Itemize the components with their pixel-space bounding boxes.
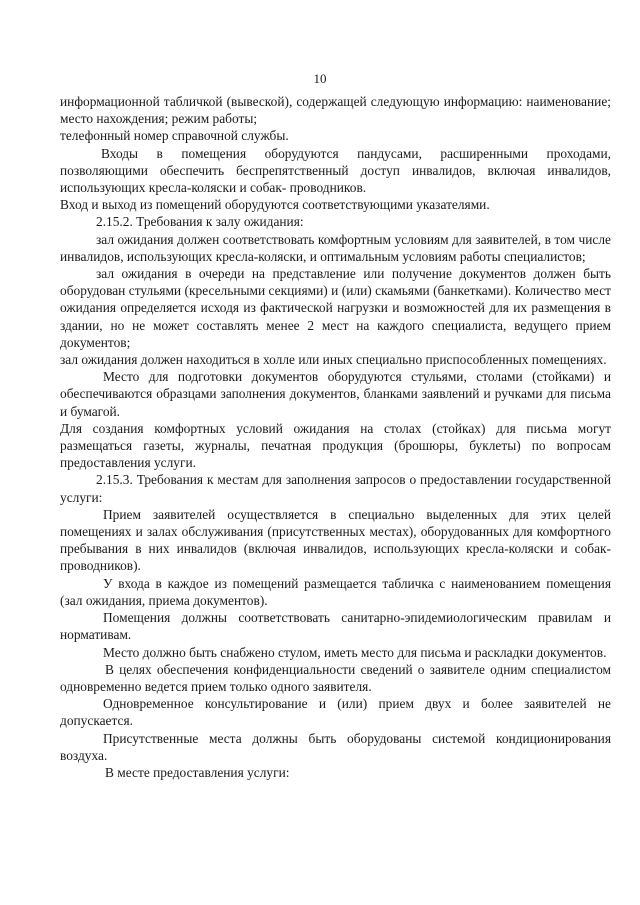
paragraph-reception: Прием заявителей осуществляется в специально выделенных для этих целей помещениях и залах обслуживания (присутственных местах), оборудованных для комфортного пребывания в них инвалидов (включая инвалидов, использующих кресла-коляски и собак-проводников). bbox=[60, 506, 611, 574]
paragraph-simultaneous: Одновременное консультирование и (или) прием двух и более заявителей не допускается. bbox=[60, 696, 611, 729]
document-body bbox=[60, 93, 611, 781]
paragraph-printed-materials: Для создания комфортных условий ожидания на столах (стойках) для письма могут размещаться газеты, журналы, печатная продукция (брошюры, буклеты) по вопросам предоставления услуги. bbox=[60, 420, 611, 471]
paragraph-preparation-place: Место для подготовки документов оборудуются стульями, столами (стойками) и обеспечиваются образцами заполнения документов, бланками заявлений и ручками для письма и бумагой. bbox=[60, 369, 611, 419]
section-heading-2-15-3: 2.15.3. Требования к местам для заполнения запросов о предоставлении государственной услуги: bbox=[60, 472, 611, 505]
page-number: 10 bbox=[313, 71, 327, 86]
paragraph-entry-exit: Вход и выход из помещений оборудуются соответствующими указателями. bbox=[60, 197, 490, 213]
paragraph-waiting-hall-comfort: зал ожидания должен соответствовать комфортным условиям для заявителей, в том числе инвалидов, использующих кресла-коляски, и оптимальным условиям работы специалистов; bbox=[60, 231, 611, 264]
paragraph-workplace: Место должно быть снабжено стулом, иметь место для письма и раскладки документов. bbox=[103, 644, 607, 660]
paragraph-waiting-location: зал ожидания должен находиться в холле или иных специально приспособленных помещениях. bbox=[60, 352, 607, 368]
paragraph-waiting-seats: зал ожидания в очереди на представление или получение документов должен быть оборудован стульями (кресельными секциями) и (или) скамьями (банкетками). Количество мест ожидания определяется исходя из фактической нагрузки и возможностей для их размещения в здании, но не может составлять менее 2 мест на каждого специалиста, ведущего прием документов; bbox=[60, 266, 611, 350]
section-heading-2-15-2: 2.15.2. Требования к залу ожидания: bbox=[96, 214, 304, 230]
paragraph-service-place: В месте предоставления услуги: bbox=[105, 764, 290, 780]
paragraph-sign-info: информационной табличкой (вывеской), содержащей следующую информацию: наименование; место нахождения; режим работы; bbox=[60, 94, 611, 127]
paragraph-confidentiality: В целях обеспечения конфиденциальности сведений о заявителе одним специалистом одновременно ведется прием только одного заявителя. bbox=[60, 661, 611, 694]
paragraph-entrance-sign: У входа в каждое из помещений размещается табличка с наименованием помещения (зал ожидания, приема документов). bbox=[60, 575, 611, 608]
paragraph-phone: телефонный номер справочной службы. bbox=[60, 128, 289, 144]
paragraph-sanitary: Помещения должны соответствовать санитарно-эпидемиологическим правилам и нормативам. bbox=[60, 610, 611, 643]
paragraph-air-conditioning: Присутственные места должны быть оборудованы системой кондиционирования воздуха. bbox=[60, 730, 611, 763]
paragraph-entrances: Входы в помещения оборудуются пандусами, расширенными проходами, позволяющими обеспечить беспрепятственный доступ инвалидов, включая инвалидов, использующих кресла-коляски и собак- проводников. bbox=[60, 145, 611, 196]
